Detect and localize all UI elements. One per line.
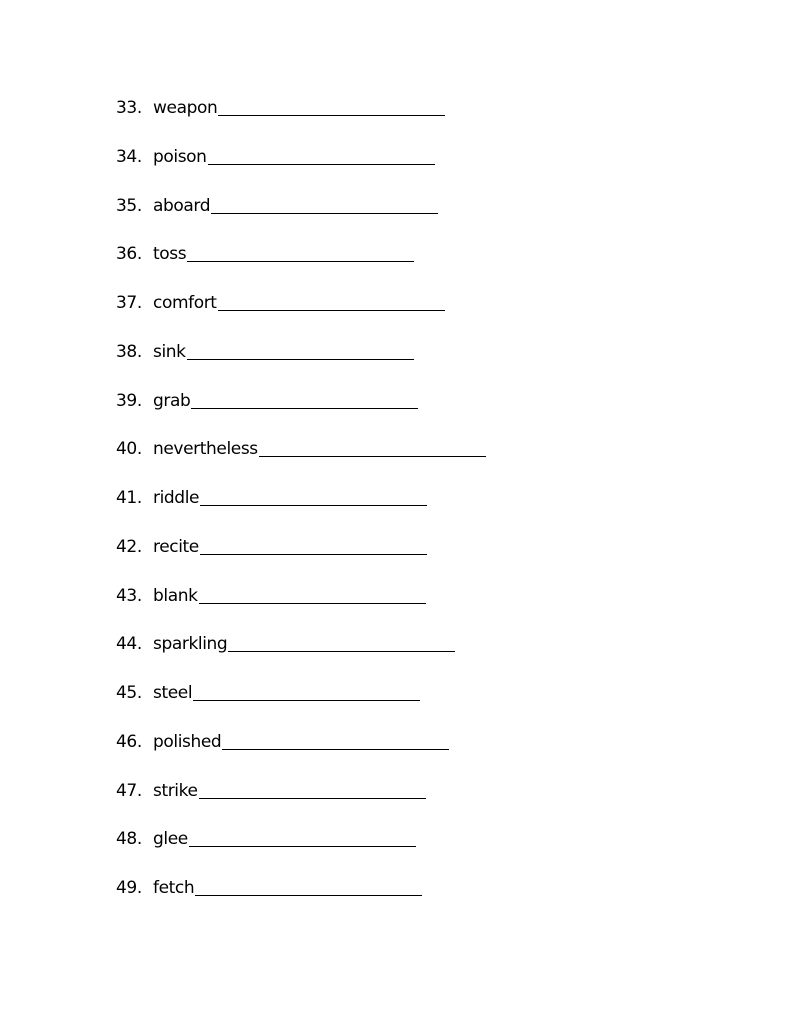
list-item (116, 488, 716, 512)
item-number: 49. (116, 878, 142, 898)
list-item (116, 878, 716, 902)
item-number: 44. (116, 634, 142, 655)
list-item (116, 586, 716, 610)
item-word: polished (153, 731, 222, 752)
answer-line[interactable] (211, 212, 438, 214)
list-item (116, 781, 716, 805)
item-number: 33. (116, 98, 142, 118)
item-word: nevertheless (153, 439, 258, 460)
list-item (116, 342, 716, 366)
answer-line[interactable] (218, 114, 445, 116)
item-word: recite (153, 536, 199, 557)
answer-line[interactable] (208, 163, 435, 165)
answer-line[interactable] (228, 650, 455, 652)
item-number: 40. (116, 439, 142, 460)
item-word: toss (153, 244, 187, 265)
answer-line[interactable] (199, 602, 426, 604)
item-word: riddle (153, 488, 200, 508)
answer-line[interactable] (191, 407, 418, 409)
item-word: sparkling (153, 634, 228, 655)
list-item (116, 537, 716, 561)
item-word: poison (153, 146, 207, 167)
item-word: strike (153, 780, 198, 801)
list-item (116, 829, 716, 853)
item-number: 43. (116, 585, 142, 606)
answer-line[interactable] (200, 504, 427, 506)
item-word: sink (153, 341, 186, 362)
list-item (116, 683, 716, 707)
item-number: 35. (116, 195, 142, 216)
item-number: 47. (116, 780, 142, 801)
item-number: 46. (116, 731, 142, 752)
item-word: comfort (153, 293, 217, 313)
item-number: 36. (116, 244, 142, 265)
answer-line[interactable] (200, 553, 427, 555)
item-number: 45. (116, 683, 142, 703)
answer-line[interactable] (218, 309, 445, 311)
answer-line[interactable] (195, 894, 422, 896)
item-number: 41. (116, 488, 142, 508)
list-item (116, 439, 716, 463)
answer-line[interactable] (187, 358, 414, 360)
list-item (116, 244, 716, 268)
item-number: 37. (116, 293, 142, 313)
list-item (116, 196, 716, 220)
answer-line[interactable] (222, 748, 449, 750)
item-word: grab (153, 390, 191, 411)
answer-line[interactable] (199, 797, 426, 799)
item-number: 38. (116, 341, 142, 362)
item-number: 34. (116, 146, 142, 167)
item-number: 39. (116, 390, 142, 411)
list-item (116, 634, 716, 658)
vocabulary-list (116, 98, 716, 927)
item-number: 48. (116, 829, 142, 850)
list-item (116, 732, 716, 756)
answer-line[interactable] (187, 260, 414, 262)
list-item (116, 98, 716, 122)
item-word: weapon (153, 98, 218, 118)
answer-line[interactable] (189, 845, 416, 847)
item-word: glee (153, 829, 188, 850)
list-item (116, 147, 716, 171)
item-word: aboard (153, 195, 211, 216)
answer-line[interactable] (259, 455, 486, 457)
item-word: steel (153, 683, 193, 703)
item-number: 42. (116, 536, 142, 557)
list-item (116, 293, 716, 317)
answer-line[interactable] (193, 699, 420, 701)
item-word: fetch (153, 878, 195, 898)
item-word: blank (153, 585, 198, 606)
list-item (116, 391, 716, 415)
